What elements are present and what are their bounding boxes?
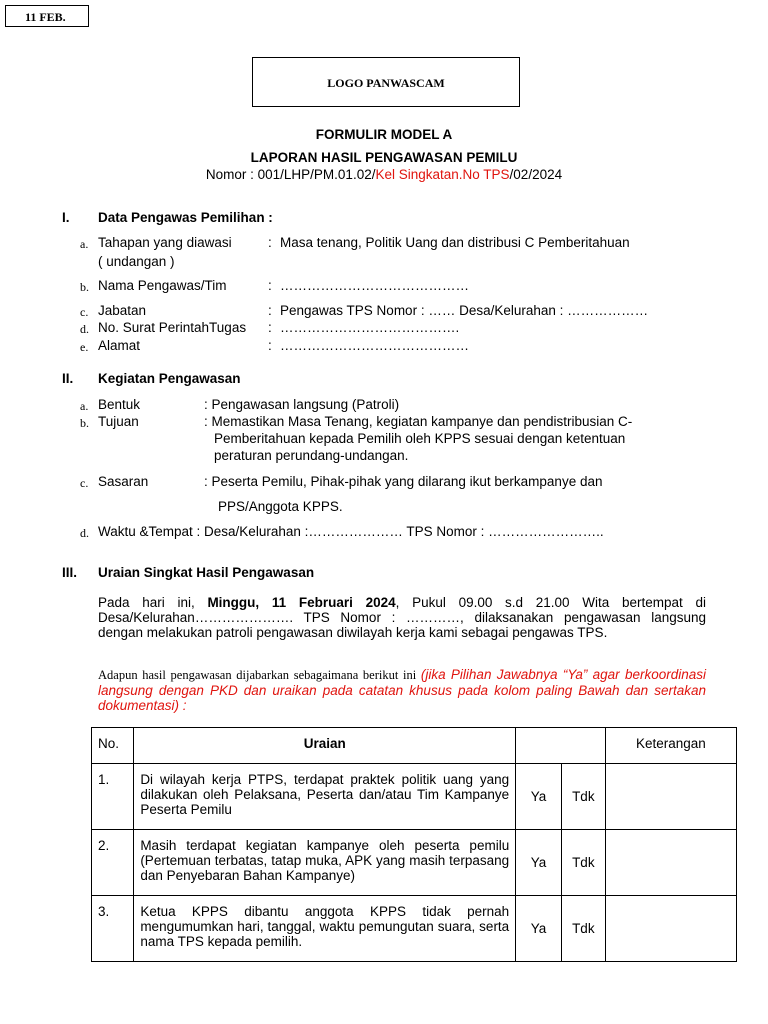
s1-item-c-value: Pengawas TPS Nomor : …… Desa/Kelurahan : ………………: [280, 303, 649, 318]
row-2-tdk-option[interactable]: Tdk: [561, 830, 605, 896]
s1-item-a-label: Tahapan yang diawasi: [98, 235, 232, 250]
header-keterangan: Keterangan: [605, 728, 736, 764]
s1-item-b-colon: :: [268, 278, 272, 293]
row-3-uraian: Ketua KPPS dibantu anggota KPPS tidak pernah mengumumkan hari, tanggal, waktu pemungutan suara, serta nama TPS kepada pemilih.: [134, 896, 516, 962]
s2-item-c-value: : Peserta Pemilu, Pihak-pihak yang dilarang ikut berkampanye dan: [204, 474, 603, 489]
row-3-keterangan[interactable]: [605, 896, 736, 962]
p2-text: Adapun hasil pengawasan dijabarkan sebagaimana berikut ini: [98, 668, 421, 682]
section-3-paragraph-2: [98, 667, 706, 713]
s1-item-e-letter: e.: [80, 340, 89, 354]
s1-item-c-colon: :: [268, 303, 272, 318]
s2-item-a-letter: a.: [80, 399, 89, 413]
date-stamp: 11 FEB.: [5, 5, 89, 27]
s2-item-c-label: Sasaran: [98, 474, 149, 489]
s1-item-b-letter: b.: [80, 280, 89, 294]
s1-item-a-letter: a.: [80, 237, 89, 251]
row-1-ya-option[interactable]: Ya: [516, 764, 562, 830]
s2-item-c-cont: PPS/Anggota KPPS.: [218, 499, 343, 514]
p1-text-a: Pada hari ini,: [98, 595, 208, 610]
row-2-ya-option[interactable]: Ya: [516, 830, 562, 896]
row-3-ya-option[interactable]: Ya: [516, 896, 562, 962]
row-1-no: 1.: [92, 764, 134, 830]
report-number: [0, 167, 768, 182]
p2-red-instruction: (jika Pilihan Jawabnya “Ya” agar berkoordinasi langsung dengan PKD dan uraikan pada catatan khusus pada kolom paling Bawah dan sertakan dokumentasi) :: [98, 667, 706, 713]
s1-item-b-label: Nama Pengawas/Tim: [98, 278, 227, 293]
row-2-uraian: Masih terdapat kegiatan kampanye oleh peserta pemilu (Pertemuan terbatas, tatap muka, APK yang masih terpasang dan Penyebaran Bahan Kampanye): [134, 830, 516, 896]
section-1-title: Data Pengawas Pemilihan :: [98, 210, 273, 225]
s1-item-a-value: Masa tenang, Politik Uang dan distribusi C Pemberitahuan: [280, 235, 630, 250]
s2-item-b-label: Tujuan: [98, 414, 139, 429]
table-row: [92, 830, 737, 896]
s2-item-d-label: Waktu &Tempat : Desa/Kelurahan :………………… TPS Nomor : ……………………..: [98, 524, 604, 539]
s1-item-a-colon: :: [268, 235, 272, 250]
row-1-keterangan[interactable]: [605, 764, 736, 830]
observation-table: [91, 727, 737, 962]
row-3-no: 3.: [92, 896, 134, 962]
header-uraian: Uraian: [134, 728, 516, 764]
row-2-keterangan[interactable]: [605, 830, 736, 896]
section-2-number: II.: [62, 371, 74, 386]
table-header-row: [92, 728, 737, 764]
s1-item-d-letter: d.: [80, 322, 89, 336]
s1-item-e-value: ……………………………………: [280, 338, 469, 353]
nomor-suffix: /02/2024: [509, 167, 563, 182]
header-no: No.: [92, 728, 134, 764]
form-model-title: FORMULIR MODEL A: [315, 127, 453, 142]
section-3-title: Uraian Singkat Hasil Pengawasan: [98, 565, 315, 580]
s1-item-d-colon: :: [268, 320, 272, 335]
s1-item-c-label: Jabatan: [98, 303, 147, 318]
s2-item-a-label: Bentuk: [98, 397, 141, 412]
s1-item-a-cont: ( undangan ): [98, 254, 175, 269]
s1-item-b-value: ……………………………………: [280, 278, 469, 293]
nomor-placeholder: Kel Singkatan.No TPS: [375, 167, 510, 182]
row-1-tdk-option[interactable]: Tdk: [561, 764, 605, 830]
nomor-prefix: Nomor : 001/LHP/PM.01.02/: [205, 167, 376, 182]
section-3-number: III.: [62, 565, 78, 580]
s1-item-d-label: No. Surat PerintahTugas: [98, 320, 247, 335]
p1-text-b: , Pukul 09.00 s.d 21.00 Wita bertempat di Desa/Kelurahan…………………. TPS Nomor : …………, dilaksanakan pengawasan langsung dengan melakukan patroli pengawasan diwilayah kerja kami sebagai pengawas TPS.: [98, 595, 706, 640]
row-1-uraian: Di wilayah kerja PTPS, terdapat praktek politik uang yang dilakukan oleh Pelaksana, Peserta dan/atau Tim Kampanye Peserta Pemilu: [134, 764, 516, 830]
s2-item-d-letter: d.: [80, 526, 89, 540]
logo-placeholder: LOGO PANWASCAM: [252, 57, 520, 107]
table-row: [92, 764, 737, 830]
s1-item-c-letter: c.: [80, 305, 89, 319]
s2-item-b-cont2: peraturan perundang-undangan.: [214, 448, 409, 463]
s2-item-b-letter: b.: [80, 416, 89, 430]
s2-item-c-letter: c.: [80, 476, 89, 490]
header-answer: [516, 728, 606, 764]
s2-item-a-value: : Pengawasan langsung (Patroli): [204, 397, 400, 412]
s1-item-d-value: ………………………………….: [280, 320, 460, 335]
section-2-title: Kegiatan Pengawasan: [98, 371, 241, 386]
row-2-no: 2.: [92, 830, 134, 896]
report-title: LAPORAN HASIL PENGAWASAN PEMILU: [250, 150, 518, 165]
s2-item-b-cont1: Pemberitahuan kepada Pemilih oleh KPPS sesuai dengan ketentuan: [214, 431, 626, 446]
row-3-tdk-option[interactable]: Tdk: [561, 896, 605, 962]
s1-item-e-label: Alamat: [98, 338, 141, 353]
s2-item-b-value: : Memastikan Masa Tenang, kegiatan kampanye dan pendistribusian C-: [204, 414, 633, 429]
section-3-paragraph-1: [98, 595, 706, 640]
section-1-number: I.: [62, 210, 70, 225]
p1-date: Minggu, 11 Februari 2024: [207, 595, 396, 610]
table-row: [92, 896, 737, 962]
s1-item-e-colon: :: [268, 338, 272, 353]
